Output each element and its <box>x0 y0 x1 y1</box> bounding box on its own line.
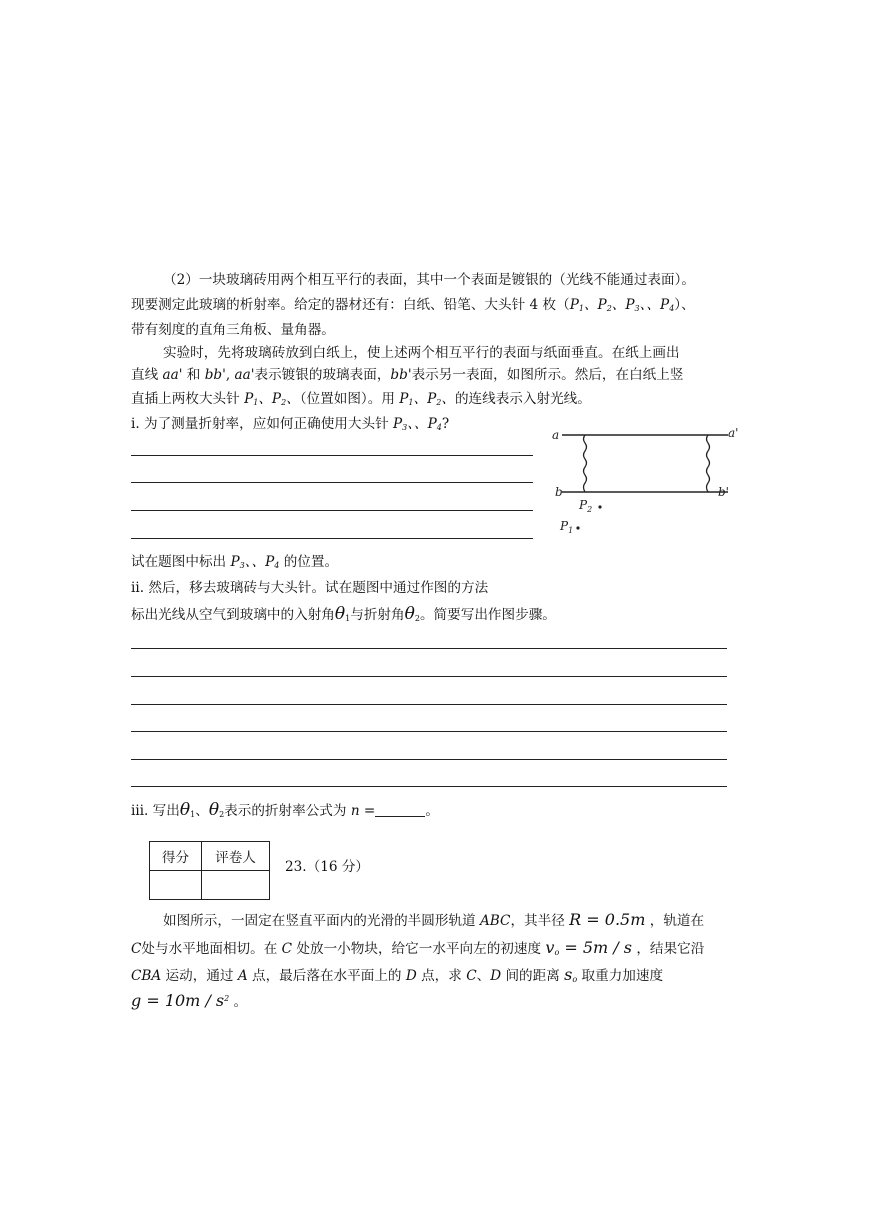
intro-line-1: （2）一块玻璃砖用两个相互平行的表面，其中一个表面是镀银的（光线不能通过表面）。 <box>163 272 696 288</box>
question-ii-line-2: 标出光线从空气到玻璃中的入射角$\theta_1$与折射角$\theta_2$。简要写出作图步骤。 <box>131 604 556 624</box>
answer-line <box>131 759 727 760</box>
para2-line-2: 直线 aa' 和 bb', aa'表示镀银的玻璃表面，bb'表示另一表面，如图所示。然后，在白纸上竖 <box>131 367 684 383</box>
problem-23-line-1: 如图所示，一固定在竖直平面内的光滑的半圆形轨道 ABC，其半径 R = 0.5m ，轨道在 <box>163 910 705 929</box>
intro-line-3: 带有刻度的直角三角板、量角器。 <box>131 322 335 338</box>
label-p2: $P_2$ <box>579 498 593 514</box>
label-b-prime: b' <box>718 485 729 499</box>
answer-line <box>131 455 533 456</box>
answer-line <box>131 704 727 705</box>
answer-line <box>131 731 727 732</box>
grader-cell[interactable] <box>202 871 270 900</box>
problem-23-line-2: C处与水平地面相切。在 C 处放一小物块，给它一水平向左的初速度 $v_o = 5m / s$ ，结果它沿 <box>131 938 705 957</box>
question-ii-line-1: ⅱ. 然后，移去玻璃砖与大头针。试在题图中通过作图的方法 <box>131 580 489 596</box>
score-header: 得分 <box>150 842 202 871</box>
problem-23-line-4: $g = 10m / s^2$ 。 <box>131 991 248 1010</box>
label-b: b <box>555 485 563 499</box>
question-i-instruction: 试在题图中标出 $P_3$、、$P_4$ 的位置。 <box>131 554 339 570</box>
para2-line-1: 实验时，先将玻璃砖放到白纸上，使上述两个相互平行的表面与纸面垂直。在纸上画出 <box>163 345 680 361</box>
answer-line <box>131 676 727 677</box>
score-table <box>149 841 270 900</box>
score-cell[interactable] <box>150 871 202 900</box>
answer-line <box>131 786 727 787</box>
problem-23-header: 23.（16 分） <box>285 859 370 875</box>
glass-block-figure <box>548 420 743 538</box>
answer-blank[interactable] <box>375 804 425 817</box>
pin-p2-dot <box>598 505 601 508</box>
label-a: a <box>552 428 560 442</box>
answer-line <box>131 648 727 649</box>
question-i: ⅰ. 为了测量折射率，应如何正确使用大头针 $P_3$、、$P_4$? <box>131 416 450 432</box>
para2-line-3: 直插上两枚大头针 $P_1$、$P_2$、（位置如图）。用 $P_1$、$P_2$、的连线表示入射光线。 <box>131 391 591 407</box>
intro-line-2: 现要测定此玻璃的析射率。给定的器材还有：白纸、铅笔、大头针 4 枚（$P_1$、$P_2$、$P_3$、、$P_4$）、 <box>131 297 695 313</box>
problem-23-line-3: CBA 运动，通过 A 点，最后落在水平面上的 D 点，求 C、D 间的距离 $s_o$ 取重力加速度 <box>131 965 664 984</box>
answer-line <box>131 510 533 511</box>
answer-line <box>131 482 533 483</box>
grader-header: 评卷人 <box>202 842 270 871</box>
label-p1: $P_1$ <box>560 519 574 535</box>
answer-line <box>131 538 533 539</box>
label-a-prime: a' <box>728 426 739 440</box>
pin-p1-dot <box>576 526 579 529</box>
question-iii: ⅲ. 写出$\theta_1$、$\theta_2$表示的折射率公式为 n = 。 <box>131 800 439 820</box>
